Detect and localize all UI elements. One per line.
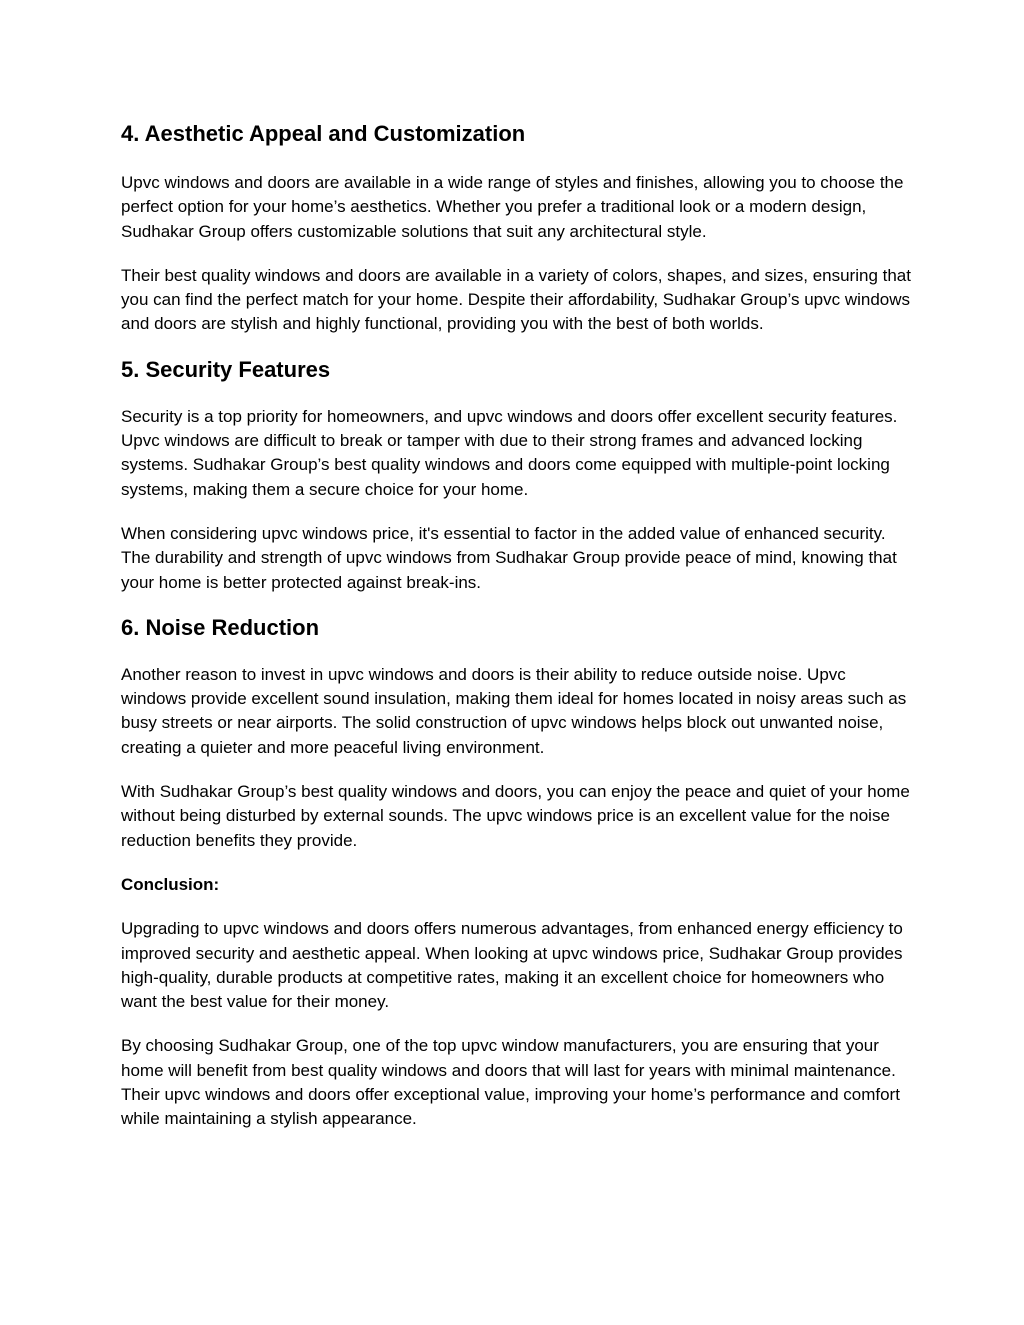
- paragraph-aesthetic-1: Upvc windows and doors are available in a wide range of styles and finishes, allowing you to choose the perfect option for your home’s aesthetics. Whether you prefer a traditional look or a modern design, Sudhakar Group offers customizable solutions that suit any architectural style.: [121, 173, 904, 241]
- section-heading-aesthetic-appeal: 4. Aesthetic Appeal and Customization: [121, 121, 526, 146]
- paragraph-security-1: Security is a top priority for homeowners, and upvc windows and doors offer excellent security features. Upvc windows are difficult to break or tamper with due to their strong frames and advanced locking systems. Sudhakar Group’s best quality windows and doors come equipped with multiple-point locking systems, making them a secure choice for your home.: [121, 406, 898, 499]
- paragraph-conclusion-2: By choosing Sudhakar Group, one of the top upvc window manufacturers, you are ensuring that your home will benefit from best quality windows and doors that will last for years with minimal maintenance. Their upvc windows and doors offer exceptional value, improving your home’s performance and comfort while maintaining a stylish appearance.: [121, 1036, 900, 1129]
- paragraph-noise-1: Another reason to invest in upvc windows and doors is their ability to reduce outside noise. Upvc windows provide excellent sound insulation, making them ideal for homes located in noisy areas such as busy streets or near airports. The solid construction of upvc windows helps block out unwanted noise, creating a quieter and more peaceful living environment.: [121, 664, 907, 757]
- paragraph-security-2: When considering upvc windows price, it's essential to factor in the added value of enhanced security. The durability and strength of upvc windows from Sudhakar Group provide peace of mind, knowing that your home is better protected against break-ins.: [121, 523, 897, 592]
- paragraph-aesthetic-2: Their best quality windows and doors are available in a variety of colors, shapes, and sizes, ensuring that you can find the perfect match for your home. Despite their affordability, Sudhakar Group’s upvc windows and doors are stylish and highly functional, providing you with the best of both worlds.: [121, 265, 911, 334]
- paragraph-noise-2: With Sudhakar Group’s best quality windows and doors, you can enjoy the peace and quiet of your home without being disturbed by external sounds. The upvc windows price is an excellent value for the noise reduction benefits they provide.: [121, 782, 910, 850]
- section-heading-security-features: 5. Security Features: [121, 356, 331, 382]
- section-heading-noise-reduction: 6. Noise Reduction: [121, 614, 320, 640]
- conclusion-heading: Conclusion:: [121, 874, 220, 894]
- document-page: [121, 119, 911, 1132]
- paragraph-conclusion-1: Upgrading to upvc windows and doors offers numerous advantages, from enhanced energy efficiency to improved security and aesthetic appeal. When looking at upvc windows price, Sudhakar Group provides high-quality, durable products at competitive rates, making it an excellent choice for homeowners who want the best value for their money.: [121, 919, 903, 1012]
